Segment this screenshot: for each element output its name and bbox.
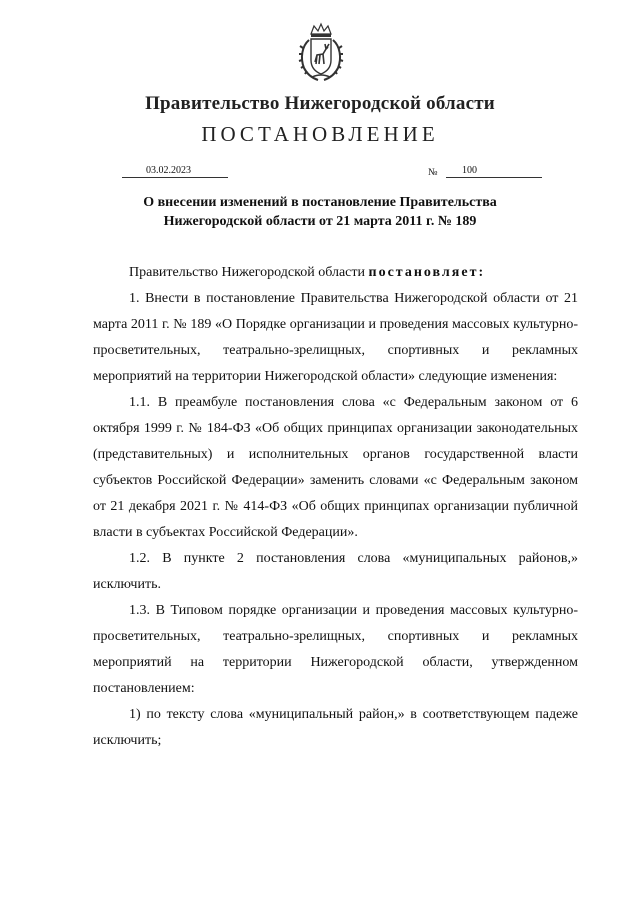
intro-paragraph xyxy=(93,260,578,286)
paragraph-1-1: 1.1. В преамбуле постановления слова «с Федеральным законом от 6 октября 1999 г. № 184-ФЗ «Об общих принципах организации законодательных (представительных) и исполнительных органов государственной власти субъектов Российской Федерации» заменить словами «с Федеральным законом от 21 декабря 2021 г. № 414-ФЗ «Об общих принципах организации публичной власти в субъектах Российской Федерации». xyxy=(93,395,578,540)
government-name: Правительство Нижегородской области xyxy=(145,93,495,114)
document-date: 03.02.2023 xyxy=(122,165,228,178)
paragraph-1-3: 1.3. В Типовом порядке организации и проведения массовых культурно-просветительных, театрально-зрелищных, спортивных и рекламных мероприятий на территории Нижегородской области, утвержденном постановлением: xyxy=(93,603,578,696)
number-sign: № xyxy=(428,167,438,178)
document-title-line-2: Нижегородской области от 21 марта 2011 г. № 189 xyxy=(163,214,477,229)
coat-of-arms-icon xyxy=(298,22,344,82)
document-title xyxy=(100,193,540,231)
document-type: ПОСТАНОВЛЕНИЕ xyxy=(201,122,439,146)
intro-text: Правительство Нижегородской области xyxy=(129,265,369,280)
document-title-line-1: О внесении изменений в постановление Правительства xyxy=(143,195,497,210)
paragraph-1-2: 1.2. В пункте 2 постановления слова «муниципальных районов,» исключить. xyxy=(93,551,578,592)
document-body xyxy=(93,260,578,754)
document-number: 100 xyxy=(446,165,542,178)
paragraph-1: 1. Внести в постановление Правительства Нижегородской области от 21 марта 2011 г. № 189 «О Порядке организации и проведения массовых культурно-просветительных, театрально-зрелищных, спортивных и рекламных мероприятий на территории Нижегородской области» следующие изменения: xyxy=(93,291,578,384)
intro-spaced-verb: постановляет: xyxy=(368,265,486,280)
paragraph-1-3-1: 1) по тексту слова «муниципальный район,» в соответствующем падеже исключить; xyxy=(93,707,578,748)
